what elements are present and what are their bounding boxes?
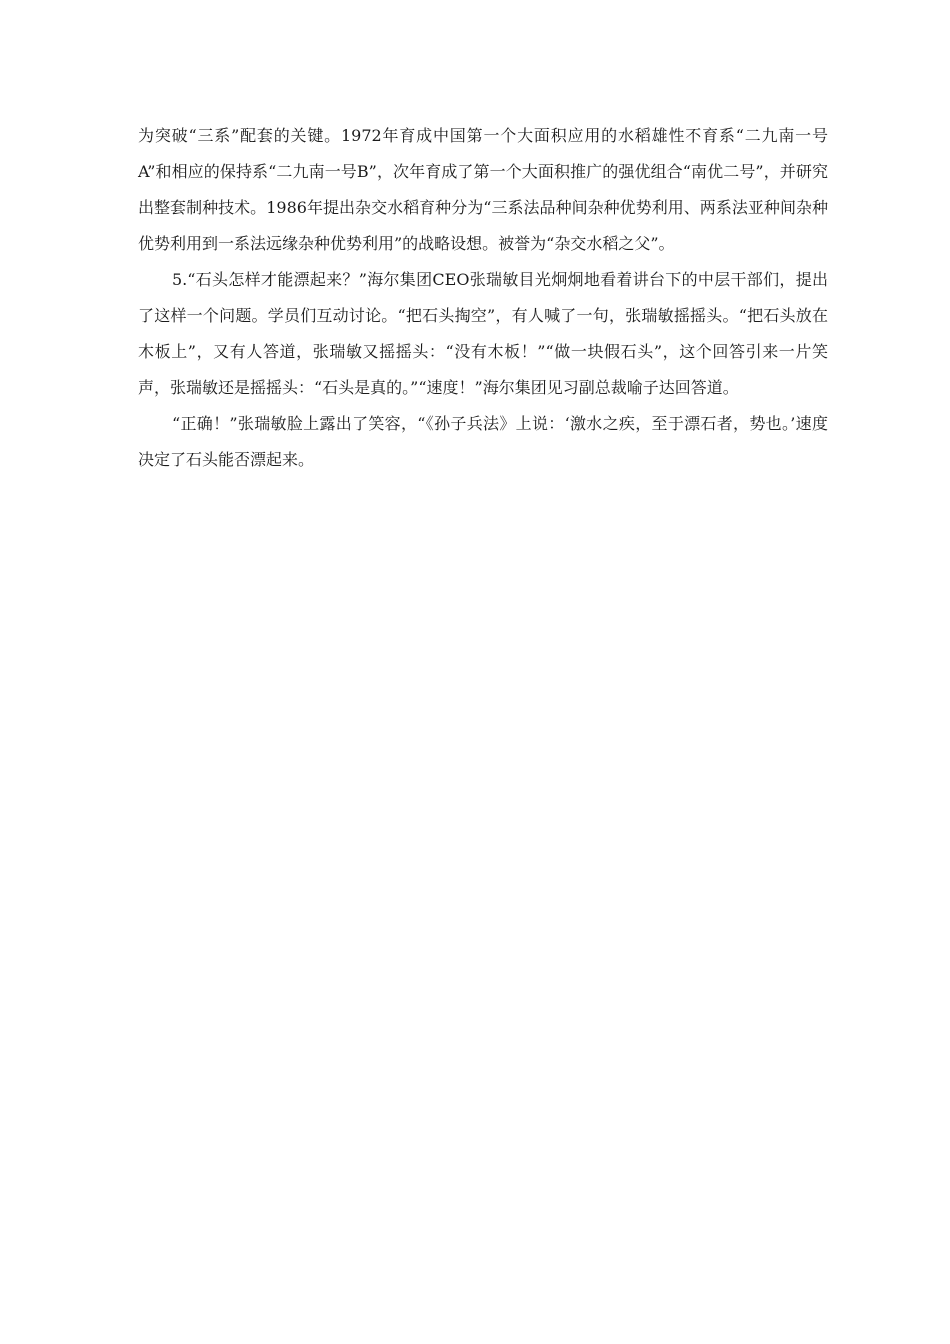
paragraph-yuan-longping-continuation: 为突破“三系”配套的关键。1972年育成中国第一个大面积应用的水稻雄性不育系“二九南一号A”和相应的保持系“二九南一号B”，次年育成了第一个大面积推广的强优组合“南优二号”，并研究出整套制种技术。1986年提出杂交水稻育种分为“三系法品种间杂种优势利用、两系法亚种间杂种优势利用到一系法远缘杂种优势利用”的战略设想。被誉为“杂交水稻之父”。	[138, 126, 828, 253]
document-body	[138, 118, 828, 478]
paragraph-answer: “正确！”张瑞敏脸上露出了笑容，“《孙子兵法》上说：‘激水之疾，至于漂石者，势也。’速度决定了石头能否漂起来。	[138, 414, 828, 469]
paragraph-question-5: 5.“石头怎样才能漂起来？”海尔集团CEO张瑞敏目光炯炯地看着讲台下的中层干部们，提出了这样一个问题。学员们互动讨论。“把石头掏空”，有人喊了一句，张瑞敏摇摇头。“把石头放在木板上”，又有人答道，张瑞敏又摇摇头：“没有木板！”“做一块假石头”，这个回答引来一片笑声，张瑞敏还是摇摇头：“石头是真的。”“速度！”海尔集团见习副总裁喻子达回答道。	[138, 270, 828, 397]
